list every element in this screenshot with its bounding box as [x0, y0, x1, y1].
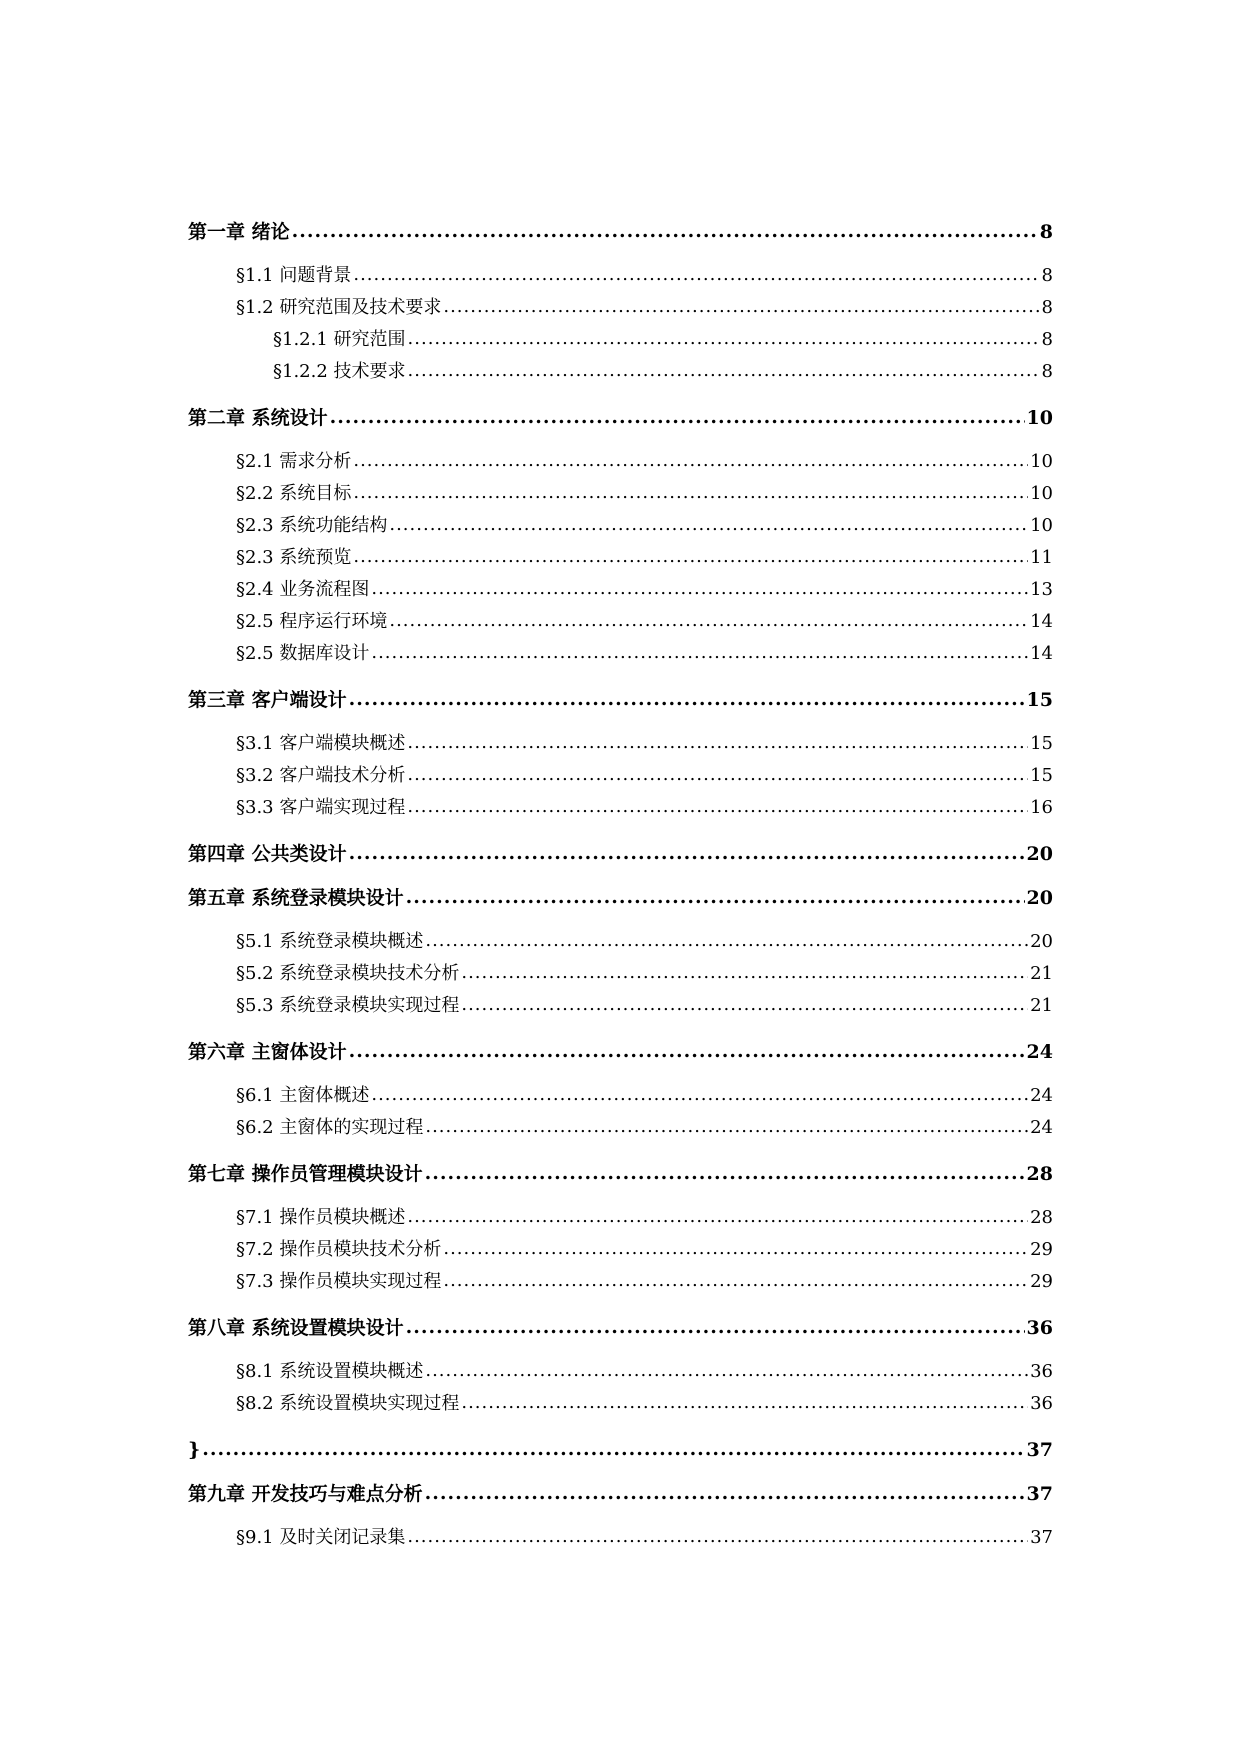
toc-entry-title: 第五章 系统登录模块设计 — [188, 887, 404, 909]
toc-dot-leader — [425, 1481, 1025, 1505]
toc-dot-leader — [407, 795, 1028, 819]
toc-dot-leader — [349, 687, 1025, 711]
toc-dot-leader — [425, 1115, 1028, 1139]
toc-section-entry[interactable] — [236, 1238, 1053, 1262]
toc-entry-title: 第六章 主窗体设计 — [188, 1041, 347, 1063]
toc-dot-leader — [353, 263, 1039, 287]
toc-entry-title: §7.2 操作员模块技术分析 — [236, 1239, 442, 1260]
toc-entry-title: §1.2.2 技术要求 — [273, 361, 406, 382]
toc-dot-leader — [353, 449, 1028, 473]
toc-section-entry[interactable] — [236, 1360, 1053, 1384]
toc-entry-title: §8.1 系统设置模块概述 — [236, 1361, 424, 1382]
toc-chapter-entry[interactable] — [188, 886, 1053, 910]
toc-dot-leader — [443, 1269, 1028, 1293]
toc-entry-title: §5.3 系统登录模块实现过程 — [236, 995, 460, 1016]
toc-page-number: 36 — [1026, 1317, 1053, 1339]
toc-dot-leader — [406, 1315, 1025, 1339]
toc-page-number: 24 — [1030, 1117, 1053, 1138]
toc-page-number: 14 — [1030, 643, 1053, 664]
toc-page-number: 20 — [1030, 931, 1053, 952]
toc-entry-title: §3.2 客户端技术分析 — [236, 765, 406, 786]
toc-entry-title: 第七章 操作员管理模块设计 — [188, 1163, 423, 1185]
toc-section-entry[interactable] — [236, 962, 1053, 986]
toc-page-number: 10 — [1030, 515, 1053, 536]
toc-entry-title: §5.1 系统登录模块概述 — [236, 931, 424, 952]
toc-page-number: 36 — [1030, 1361, 1053, 1382]
toc-dot-leader — [408, 359, 1040, 383]
toc-entry-title: §1.2 研究范围及技术要求 — [236, 297, 442, 318]
toc-chapter-entry[interactable] — [188, 1438, 1053, 1462]
toc-dot-leader — [353, 481, 1028, 505]
toc-section-entry[interactable] — [236, 1270, 1053, 1294]
toc-section-entry[interactable] — [236, 796, 1053, 820]
toc-section-entry[interactable] — [236, 930, 1053, 954]
toc-chapter-entry[interactable] — [188, 1316, 1053, 1340]
toc-page-number: 20 — [1026, 843, 1053, 865]
toc-page-number: 10 — [1030, 451, 1053, 472]
toc-page-number: 24 — [1030, 1085, 1053, 1106]
toc-page-number: 8 — [1041, 265, 1053, 286]
toc-page-number: 24 — [1026, 1041, 1053, 1063]
toc-entry-title: §2.5 程序运行环境 — [236, 611, 388, 632]
toc-dot-leader — [443, 295, 1039, 319]
toc-dot-leader — [461, 961, 1028, 985]
toc-section-entry[interactable] — [236, 642, 1053, 666]
toc-entry-title: §2.4 业务流程图 — [236, 579, 370, 600]
toc-section-entry[interactable] — [236, 994, 1053, 1018]
toc-dot-leader — [443, 1237, 1028, 1261]
toc-entry-title: §6.1 主窗体概述 — [236, 1085, 370, 1106]
toc-section-entry[interactable] — [236, 264, 1053, 288]
toc-page-number: 10 — [1026, 407, 1053, 429]
toc-chapter-entry[interactable] — [188, 1482, 1053, 1506]
toc-page-number: 15 — [1030, 765, 1053, 786]
toc-page-number: 28 — [1026, 1163, 1053, 1185]
toc-page-number: 37 — [1026, 1439, 1053, 1461]
toc-entry-title: §8.2 系统设置模块实现过程 — [236, 1393, 460, 1414]
toc-dot-leader — [425, 929, 1028, 953]
toc-dot-leader — [349, 841, 1025, 865]
toc-entry-title: 第一章 绪论 — [188, 221, 290, 243]
toc-section-entry[interactable] — [236, 296, 1053, 320]
toc-entry-title: §6.2 主窗体的实现过程 — [236, 1117, 424, 1138]
toc-page-number: 8 — [1041, 297, 1053, 318]
toc-chapter-entry[interactable] — [188, 688, 1053, 712]
toc-page-number: 15 — [1026, 689, 1053, 711]
toc-chapter-entry[interactable] — [188, 220, 1053, 244]
toc-subsection-entry[interactable] — [273, 360, 1053, 384]
toc-dot-leader — [407, 1525, 1028, 1549]
toc-entry-title: §2.3 系统功能结构 — [236, 515, 388, 536]
toc-dot-leader — [371, 1083, 1028, 1107]
toc-page-number: 10 — [1030, 483, 1053, 504]
toc-section-entry[interactable] — [236, 1392, 1053, 1416]
toc-section-entry[interactable] — [236, 610, 1053, 634]
toc-chapter-entry[interactable] — [188, 406, 1053, 430]
toc-dot-leader — [389, 513, 1028, 537]
toc-dot-leader — [407, 731, 1028, 755]
toc-dot-leader — [461, 1391, 1028, 1415]
toc-page-number: 29 — [1030, 1239, 1053, 1260]
toc-page-number: 11 — [1030, 547, 1053, 568]
toc-entry-title: §9.1 及时关闭记录集 — [236, 1527, 406, 1548]
toc-entry-title: 第九章 开发技巧与难点分析 — [188, 1483, 423, 1505]
toc-section-entry[interactable] — [236, 1206, 1053, 1230]
toc-section-entry[interactable] — [236, 732, 1053, 756]
toc-subsection-entry[interactable] — [273, 328, 1053, 352]
toc-section-entry[interactable] — [236, 1084, 1053, 1108]
toc-page-number: 21 — [1030, 995, 1053, 1016]
toc-entry-title: } — [188, 1439, 201, 1461]
toc-section-entry[interactable] — [236, 546, 1053, 570]
toc-entry-title: §7.1 操作员模块概述 — [236, 1207, 406, 1228]
toc-chapter-entry[interactable] — [188, 1162, 1053, 1186]
toc-entry-title: §2.1 需求分析 — [236, 451, 352, 472]
toc-entry-title: §5.2 系统登录模块技术分析 — [236, 963, 460, 984]
toc-dot-leader — [425, 1161, 1025, 1185]
toc-page-number: 14 — [1030, 611, 1053, 632]
toc-dot-leader — [389, 609, 1028, 633]
toc-dot-leader — [406, 885, 1025, 909]
toc-entry-title: §3.1 客户端模块概述 — [236, 733, 406, 754]
toc-section-entry[interactable] — [236, 578, 1053, 602]
toc-section-entry[interactable] — [236, 450, 1053, 474]
toc-section-entry[interactable] — [236, 1526, 1053, 1550]
toc-page-number: 20 — [1026, 887, 1053, 909]
toc-chapter-entry[interactable] — [188, 1040, 1053, 1064]
toc-entry-title: 第四章 公共类设计 — [188, 843, 347, 865]
toc-entry-title: 第八章 系统设置模块设计 — [188, 1317, 404, 1339]
toc-entry-title: 第二章 系统设计 — [188, 407, 328, 429]
toc-page-number: 29 — [1030, 1271, 1053, 1292]
toc-dot-leader — [349, 1039, 1025, 1063]
toc-dot-leader — [408, 327, 1040, 351]
toc-page-number: 21 — [1030, 963, 1053, 984]
toc-dot-leader — [461, 993, 1028, 1017]
toc-section-entry[interactable] — [236, 482, 1053, 506]
toc-dot-leader — [425, 1359, 1028, 1383]
toc-dot-leader — [353, 545, 1028, 569]
toc-section-entry[interactable] — [236, 764, 1053, 788]
toc-entry-title: §7.3 操作员模块实现过程 — [236, 1271, 442, 1292]
toc-page-number: 37 — [1026, 1483, 1053, 1505]
toc-page-number: 36 — [1030, 1393, 1053, 1414]
toc-dot-leader — [202, 1437, 1024, 1461]
toc-dot-leader — [407, 763, 1028, 787]
toc-dot-leader — [371, 577, 1028, 601]
toc-page-number: 15 — [1030, 733, 1053, 754]
toc-entry-title: §1.1 问题背景 — [236, 265, 352, 286]
toc-section-entry[interactable] — [236, 1116, 1053, 1140]
toc-dot-leader — [330, 405, 1025, 429]
toc-page-number: 16 — [1030, 797, 1053, 818]
toc-dot-leader — [407, 1205, 1028, 1229]
toc-entry-title: 第三章 客户端设计 — [188, 689, 347, 711]
toc-dot-leader — [371, 641, 1028, 665]
toc-page-number: 8 — [1041, 329, 1053, 350]
toc-chapter-entry[interactable] — [188, 842, 1053, 866]
toc-page-number: 28 — [1030, 1207, 1053, 1228]
toc-entry-title: §2.5 数据库设计 — [236, 643, 370, 664]
toc-page-number: 8 — [1039, 221, 1053, 243]
toc-entry-title: §3.3 客户端实现过程 — [236, 797, 406, 818]
toc-entry-title: §1.2.1 研究范围 — [273, 329, 406, 350]
toc-page-number: 8 — [1041, 361, 1053, 382]
toc-section-entry[interactable] — [236, 514, 1053, 538]
toc-entry-title: §2.3 系统预览 — [236, 547, 352, 568]
toc-page-number: 13 — [1030, 579, 1053, 600]
toc-entry-title: §2.2 系统目标 — [236, 483, 352, 504]
toc-page-number: 37 — [1030, 1527, 1053, 1548]
toc-dot-leader — [292, 219, 1038, 243]
